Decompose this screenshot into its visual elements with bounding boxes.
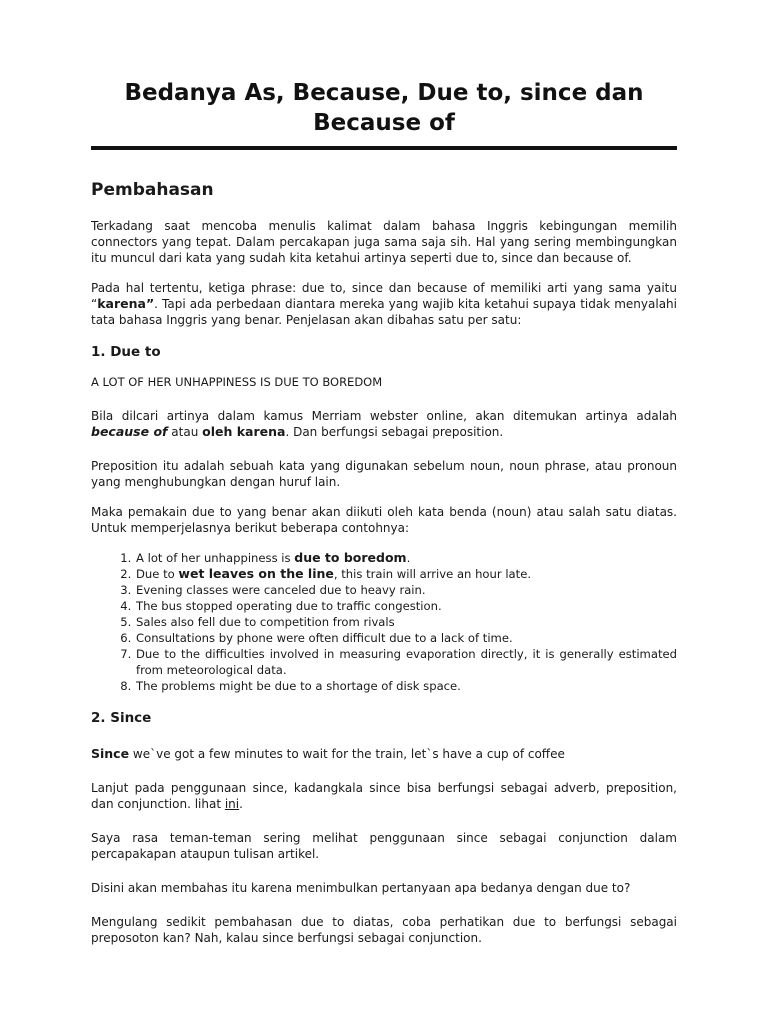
intro-p2-after: . Tapi ada perbedaan diantara mereka yang wajib kita ketahui supaya tidak menyalahi tata bahasa Inggris yang benar. Penjelasan akan dibahas satu per satu: [91,297,677,327]
since-example [91,746,677,762]
list-item [135,582,677,598]
example-text: A lot of her unhappiness is [136,551,295,565]
since-paragraph-2: Saya rasa teman-teman sering melihat penggunaan since sebagai conjunction dalam percapakapan ataupun tulisan artikel. [91,831,677,861]
intro-p2-bold: karena” [97,296,155,311]
due-to-heading: 1. Due to [91,344,161,360]
title-rule [91,146,677,150]
example-bold: wet leaves on the line [178,566,334,581]
example-text: The problems might be due to a shortage of disk space. [136,679,461,693]
example-post: , this train will arrive an hour late. [333,567,532,581]
due-to-example-caps: A LOT OF HER UNHAPPINESS IS DUE TO BOREDOM [91,375,383,389]
example-text: Evening classes were canceled due to heavy rain. [136,583,426,597]
example-post: . [406,551,411,565]
since-heading: 2. Since [91,710,152,726]
list-item [135,614,677,630]
intro-p2-before: Pada hal tertentu, ketiga phrase: due to, since dan because of memiliki arti yang sama yaitu “ [91,281,677,311]
due-to-p1-bold: oleh karena [202,424,286,439]
due-to-paragraph-1 [91,408,677,440]
since-example-bold: Since [91,746,130,761]
since-example-rest: we`ve got a few minutes to wait for the train, let`s have a cup of coffee [129,747,565,761]
list-item [135,678,677,694]
due-to-p1-italic: because of [91,424,168,439]
due-to-p1-before: Bila dilcari artinya dalam kamus Merriam webster online, akan ditemukan artinya adalah [91,409,677,423]
title-line-1: Bedanya As, Because, Due to, since dan [124,80,644,106]
since-p1-before: Lanjut pada penggunaan since, kadangkala since bisa berfungsi sebagai adverb, preposition, dan conjunction. lihat [91,781,677,811]
due-to-p1-mid: atau [167,425,203,439]
list-item [135,646,677,678]
section-heading: Pembahasan [91,180,214,200]
list-item [135,598,677,614]
list-item [135,550,677,566]
intro-paragraph-1: Terkadang saat mencoba menulis kalimat dalam bahasa Inggris kebingungan memilih connectors yang tepat. Dalam percakapan juga sama saja sih. Hal yang sering membingungkan itu muncul dari kata yang sudah kita ketahui artinya seperti due to, since dan because of. [91,219,677,265]
example-text: Sales also fell due to competition from rivals [136,615,395,629]
since-paragraph-3: Disini akan membahas itu karena menimbulkan pertanyaan apa bedanya dengan due to? [91,881,631,895]
since-paragraph-1 [91,780,677,812]
example-text: Consultations by phone were often difficult due to a lack of time. [136,631,513,645]
example-bold: due to boredom [294,550,407,565]
due-to-examples-list [91,550,677,694]
due-to-paragraph-3: Maka pemakain due to yang benar akan diikuti oleh kata benda (noun) atau salah satu diatas. Untuk memperjelasnya berikut beberapa contohnya: [91,505,677,535]
example-text: Due to the difficulties involved in measuring evaporation directly, it is generally estimated from meteorological data. [136,647,677,677]
list-item [135,630,677,646]
due-to-paragraph-2: Preposition itu adalah sebuah kata yang digunakan sebelum noun, noun phrase, atau pronoun yang menghubungkan dengan huruf lain. [91,459,677,489]
since-p1-link[interactable]: ini [224,797,240,811]
due-to-p1-after: . Dan berfungsi sebagai preposition. [285,425,504,439]
example-text: The bus stopped operating due to traffic congestion. [136,599,442,613]
since-p1-after: . [239,797,243,811]
intro-paragraph-2 [91,280,677,328]
list-item [135,566,677,582]
since-paragraph-4: Mengulang sedikit pembahasan due to diatas, coba perhatikan due to berfungsi sebagai preposoton kan? Nah, kalau since berfungsi sebagai conjunction. [91,915,677,945]
example-text: Due to [136,567,179,581]
document-content [91,78,677,946]
title-line-2: Because of [313,110,455,136]
document-title [91,78,677,138]
